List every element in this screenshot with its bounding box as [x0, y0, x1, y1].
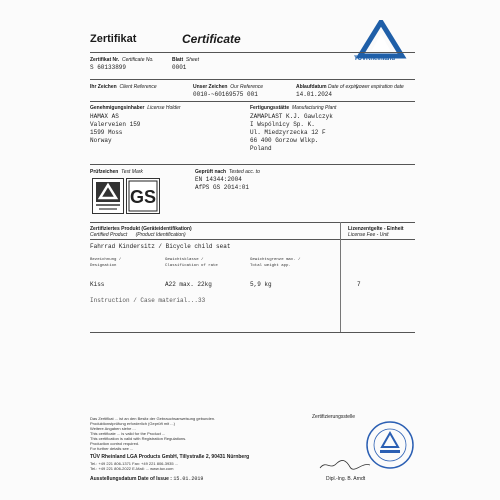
- tested-line-2: AfPS GS 2014:01: [195, 184, 250, 191]
- our-ref-value: 0010-~60169575 001: [193, 91, 258, 98]
- expiry-label: Ablaufdatum Date of expiry: [296, 84, 359, 90]
- cert-body-label: Zertifizierungsstelle: [312, 414, 356, 420]
- cert-no-label: Zertifikat Nr. Certificate No.: [90, 57, 154, 63]
- spec-fee: 7: [357, 281, 361, 288]
- license-fee-label-de: Lizenzentgelte - Einheit: [348, 226, 404, 232]
- issue-date: Ausstellungsdatum Date of Issue : 15.01.2019: [90, 476, 204, 482]
- plant-line-4: 66 400 Gorzow Wlkp.: [250, 137, 319, 144]
- spec-col2-de: Gewichtsklasse /: [165, 258, 204, 262]
- sheet-value: 0001: [172, 64, 187, 71]
- product-name-divider: [90, 239, 415, 240]
- instruction-note: Instruction / Case material...33: [90, 297, 206, 304]
- footer-line-3: Weitere Angaben siehe ...: [90, 426, 136, 431]
- title-de: Zertifikat: [90, 33, 137, 45]
- expiry-value: 14.01.2024: [296, 91, 333, 98]
- tuv-test-mark: [92, 178, 124, 214]
- footer-line-1: Das Zertifikat ... ist an den Besitz der Gebrauchsanweisung gebunden.: [90, 416, 216, 421]
- gs-mark-text: GS: [129, 187, 157, 207]
- lower-expiry-label: Lower expiration date: [356, 84, 404, 90]
- footer-divider: [90, 332, 415, 333]
- sheet-label: Blatt Sheet: [172, 57, 199, 63]
- gs-mark-icon: [127, 179, 159, 213]
- tested-label: Geprüft nach Tested acc. to: [195, 169, 260, 175]
- signature: [318, 458, 373, 472]
- title-en: Certificate: [182, 32, 241, 46]
- plant-line-1: ZAMAPLAST K.J. Gawlczyk: [250, 113, 333, 120]
- web-line: Tel.: +49 221 806-2022 E-Mail: ... www.tuv.com: [90, 466, 174, 471]
- header-divider: [90, 52, 415, 53]
- license-fee-label-en: License Fee - Unit: [348, 232, 389, 238]
- product-name: Fahrrad Kindersitz / Bicycle child seat: [90, 243, 231, 250]
- test-mark-label: Prüfzeichen Test Mark: [90, 169, 143, 175]
- holder-line-3: 1599 Moss: [90, 129, 123, 136]
- holder-line-2: Valerveien 159: [90, 121, 141, 128]
- signer-name: Dipl.-Ing. B. Arndt: [326, 476, 366, 482]
- spec-class: A22 max. 22kg: [165, 281, 212, 288]
- footer-line-4: This certificate ... is valid for the Product ...: [90, 431, 166, 436]
- holder-label: Genehmigungsinhaber License Holder: [90, 105, 181, 111]
- plant-label: Fertigungsstätte Manufacturing Plant: [250, 105, 337, 111]
- footer-line-2: Produktionstprüfung erforderlich (Geprüft mit ...): [90, 421, 175, 426]
- plant-line-5: Poland: [250, 145, 272, 152]
- testmark-divider: [90, 164, 415, 165]
- product-label-de: Zertifiziertes Produkt (Geräteidentifikation): [90, 226, 192, 232]
- spec-weight: 5,9 kg: [250, 281, 272, 288]
- holder-divider: [90, 101, 415, 102]
- spec-col1-en: Designation: [90, 264, 117, 268]
- tuv-logo: [352, 20, 410, 64]
- holder-line-1: HAMAX AS: [90, 113, 119, 120]
- footer-line-6: Production control required.: [90, 441, 140, 446]
- company-line: TÜV Rheinland LGA Products GmbH, Tillystraße 2, 90431 Nürnberg: [90, 454, 250, 460]
- tuv-logo-text: TÜVRheinland: [354, 56, 396, 62]
- spec-model: Kiss: [90, 281, 105, 288]
- client-ref-label: Ihr Zeichen Client Reference: [90, 84, 157, 90]
- footer-line-5: This certification is valid with Registration Regulations.: [90, 436, 187, 441]
- cert-no-value: S 60133899: [90, 64, 127, 71]
- gs-mark: [126, 178, 160, 214]
- plant-line-3: Ul. Miedzyrzecka 12 F: [250, 129, 326, 136]
- plant-line-2: I Wspólnicy Sp. K.: [250, 121, 315, 128]
- refs-divider: [90, 79, 415, 80]
- fee-column-line: [340, 222, 341, 332]
- spec-col1-de: Bezeichnung /: [90, 258, 122, 262]
- footer-line-7: For further details see ...: [90, 446, 134, 451]
- spec-col3-de: Gewichtsgrenze max. /: [250, 258, 301, 262]
- signature-mark: [318, 458, 373, 472]
- product-label-en: Certified Product (Product Identification): [90, 232, 186, 238]
- tested-line-1: EN 14344:2004: [195, 176, 242, 183]
- our-ref-label: Unser Zeichen Our Reference: [193, 84, 264, 90]
- product-divider: [90, 222, 415, 223]
- holder-line-4: Norway: [90, 137, 112, 144]
- spec-col3-en: Total weight app.: [250, 264, 291, 268]
- spec-col2-en: Classification of rate: [165, 264, 218, 268]
- tel-line: Tel.: +49 221 806-1371 Fax: +49 221 806-3935 ...: [90, 461, 179, 466]
- tuv-mark-icon: [93, 179, 123, 213]
